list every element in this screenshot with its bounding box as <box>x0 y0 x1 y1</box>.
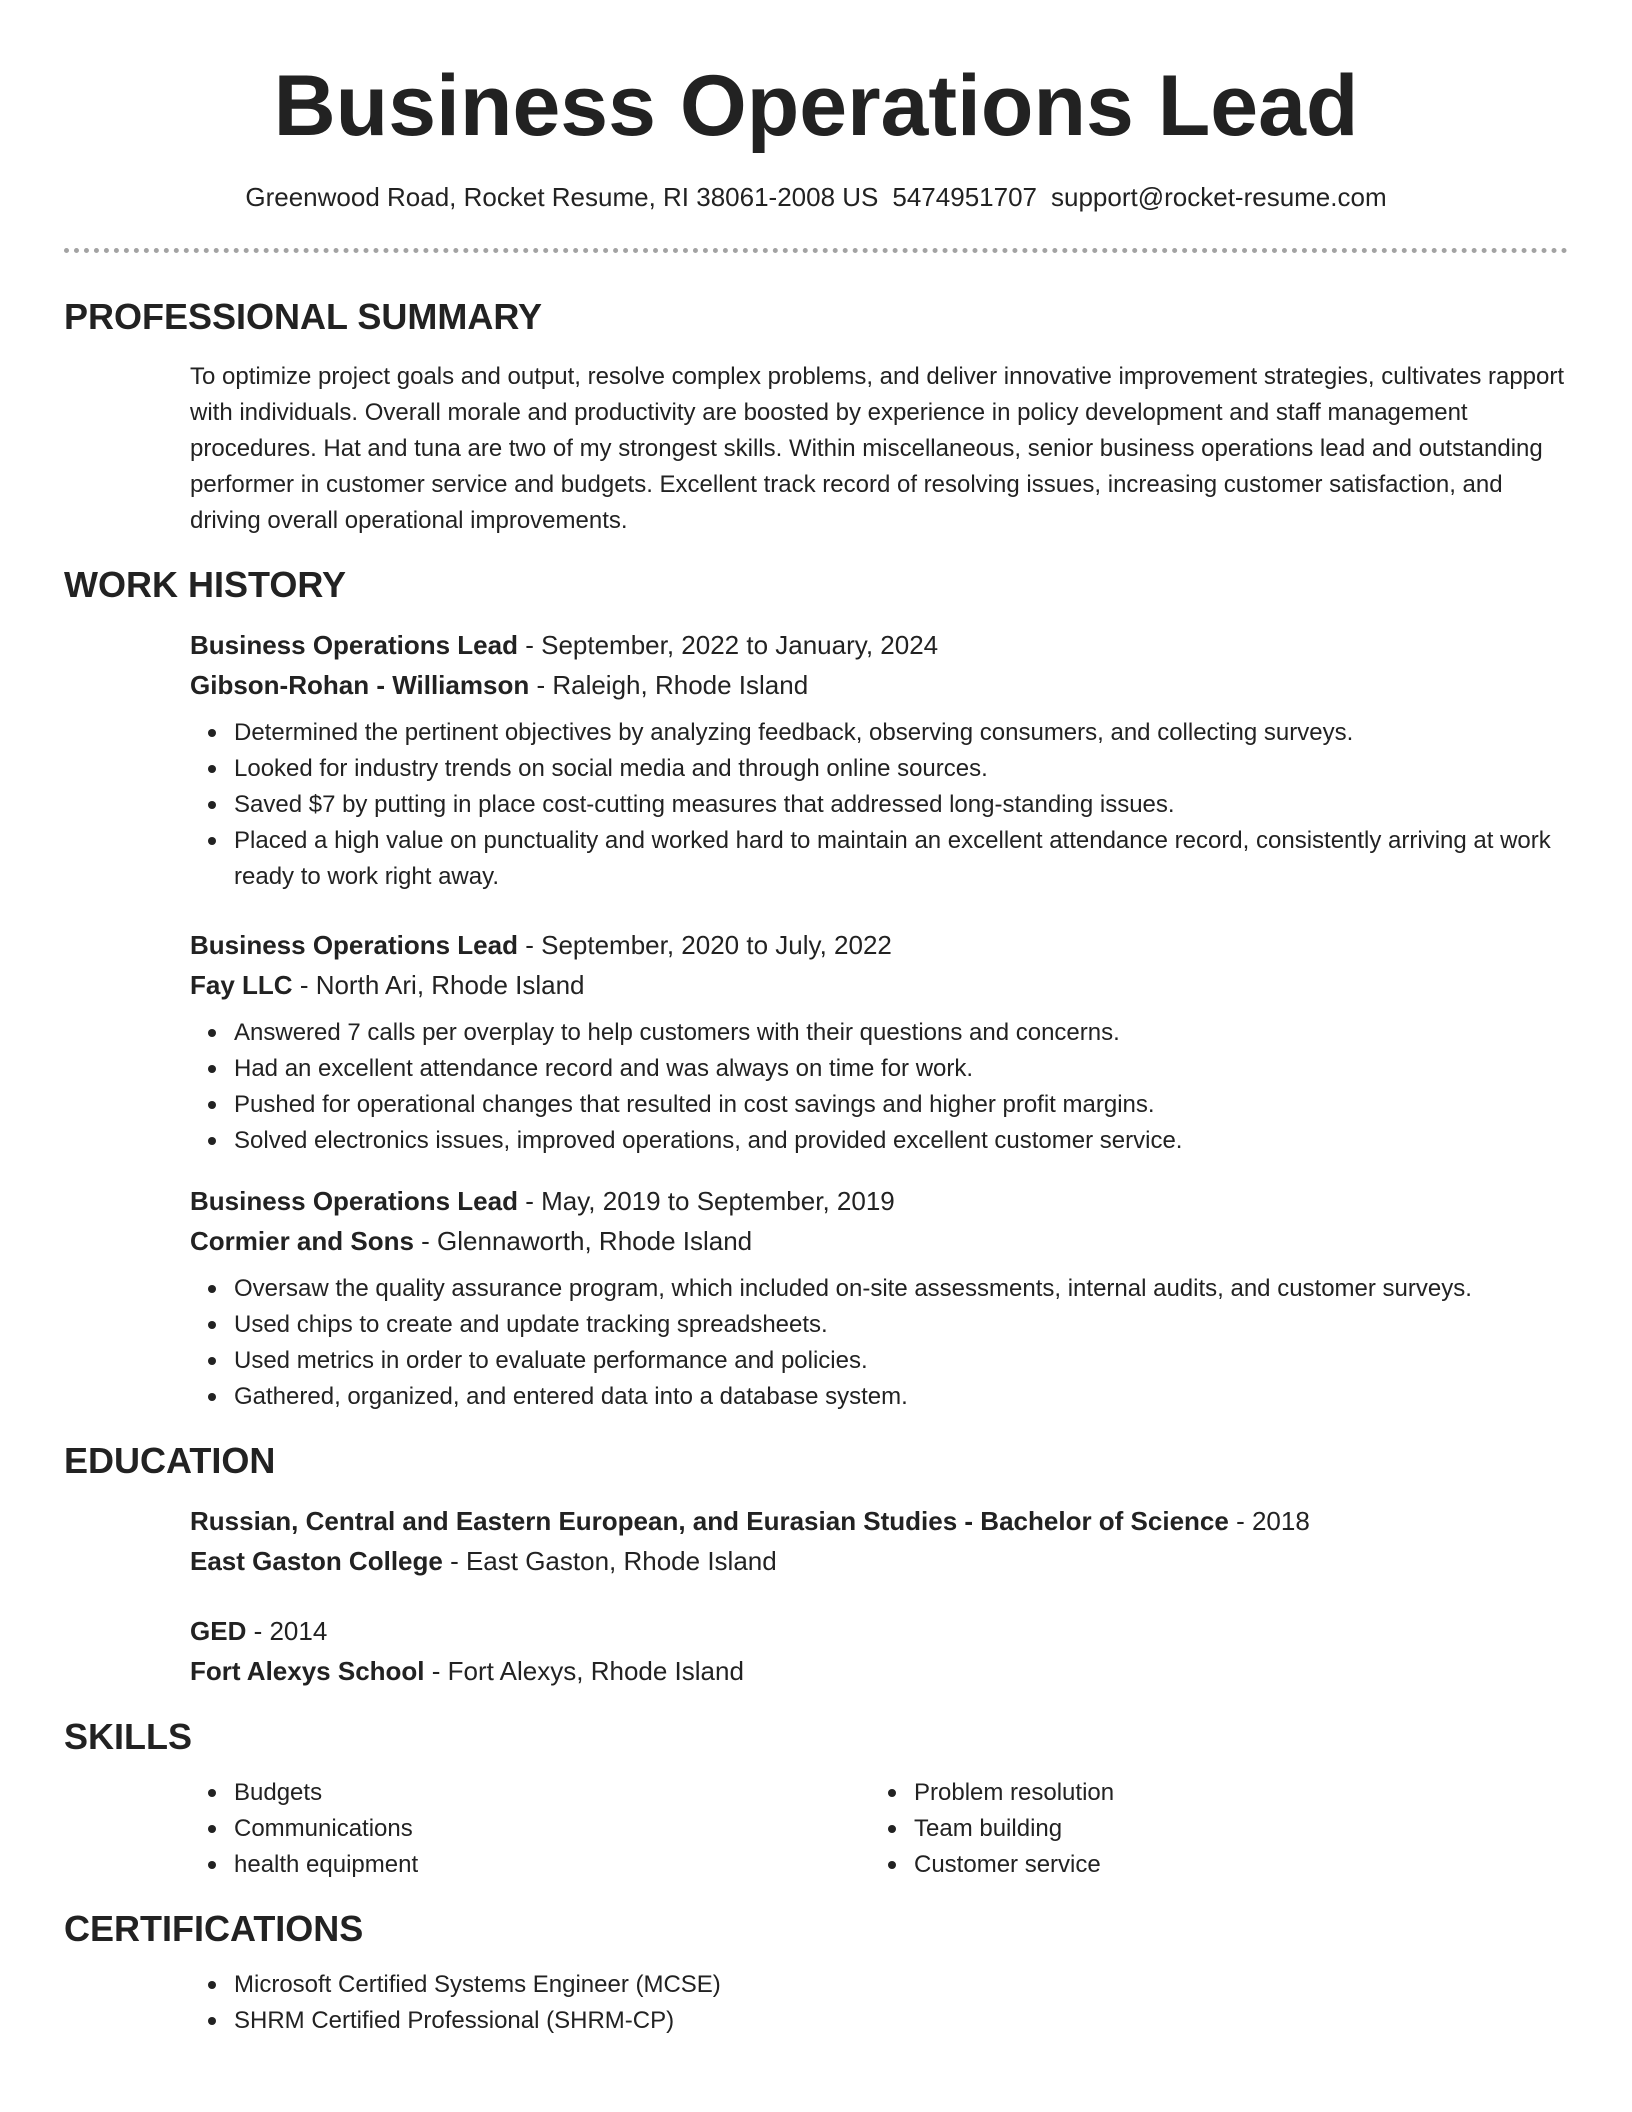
job-entry <box>190 1181 1568 1415</box>
header-divider <box>64 248 1568 253</box>
job-company: Cormier and Sons <box>190 1226 414 1256</box>
job-location: - North Ari, Rhode Island <box>299 970 585 1000</box>
job-role: Business Operations Lead <box>190 1186 518 1216</box>
job-bullet: Solved electronics issues, improved operations, and provided excellent customer service. <box>234 1123 1568 1159</box>
education-degree: GED <box>190 1616 247 1646</box>
summary-heading: PROFESSIONAL SUMMARY <box>64 296 543 337</box>
education-heading: EDUCATION <box>64 1440 276 1481</box>
job-bullet: Oversaw the quality assurance program, which included on-site assessments, internal audits, and customer surveys. <box>234 1271 1568 1307</box>
education-entry <box>190 1611 1568 1691</box>
contact-address: Greenwood Road, Rocket Resume, RI 38061-2008 US <box>245 182 879 212</box>
job-role: Business Operations Lead <box>190 630 518 660</box>
job-location: - Glennaworth, Rhode Island <box>421 1226 753 1256</box>
skills-grid <box>190 1775 1568 1883</box>
job-bullet: Gathered, organized, and entered data into a database system. <box>234 1379 1568 1415</box>
job-role: Business Operations Lead <box>190 930 518 960</box>
work-history-heading: WORK HISTORY <box>64 564 347 605</box>
education-school: Fort Alexys School <box>190 1656 425 1686</box>
work-history-section <box>64 563 1568 1415</box>
job-bullet: Used chips to create and update tracking spreadsheets. <box>234 1307 1568 1343</box>
contact-email[interactable]: support@rocket-resume.com <box>1051 182 1387 212</box>
contact-phone: 5474951707 <box>892 182 1037 212</box>
education-degree: Russian, Central and Eastern European, and Eurasian Studies - Bachelor of Science <box>190 1506 1229 1536</box>
skill-item: health equipment <box>234 1847 870 1883</box>
skills-list-right <box>870 1775 1550 1883</box>
resume-name-title: Business Operations Lead <box>273 58 1359 154</box>
job-company-line <box>190 665 1568 705</box>
job-bullets <box>190 1271 1568 1415</box>
certifications-section <box>64 1907 1568 2039</box>
skill-item: Customer service <box>914 1847 1550 1883</box>
education-year: - 2014 <box>253 1616 328 1646</box>
job-dates: - September, 2020 to July, 2022 <box>525 930 892 960</box>
education-degree-line <box>190 1501 1568 1541</box>
education-school: East Gaston College <box>190 1546 443 1576</box>
resume-page <box>64 0 1568 2039</box>
job-company: Fay LLC <box>190 970 293 1000</box>
skill-item: Communications <box>234 1811 870 1847</box>
skills-column-left <box>190 1775 870 1883</box>
job-dates: - May, 2019 to September, 2019 <box>525 1186 895 1216</box>
summary-text: To optimize project goals and output, resolve complex problems, and deliver innovative improvement strategies, cultivates rapport with individuals. Overall morale and productivity are boosted by experience in policy development and staff management procedures. Hat and tuna are two of my strongest skills. Within miscellaneous, senior business operations lead and outstanding performer in customer service and budgets. Excellent track record of resolving issues, increasing customer satisfaction, and driving overall operational improvements. <box>190 363 1565 534</box>
skill-item: Team building <box>914 1811 1550 1847</box>
certifications-list <box>190 1967 1568 2039</box>
summary-section <box>64 295 1568 539</box>
education-location: - East Gaston, Rhode Island <box>450 1546 777 1576</box>
job-location: - Raleigh, Rhode Island <box>536 670 809 700</box>
job-bullet: Saved $7 by putting in place cost-cutting measures that addressed long-standing issues. <box>234 787 1568 823</box>
job-bullet: Looked for industry trends on social media and through online sources. <box>234 751 1568 787</box>
job-bullet: Used metrics in order to evaluate performance and policies. <box>234 1343 1568 1379</box>
job-bullet: Had an excellent attendance record and was always on time for work. <box>234 1051 1568 1087</box>
job-dates: - September, 2022 to January, 2024 <box>525 630 939 660</box>
education-location: - Fort Alexys, Rhode Island <box>431 1656 744 1686</box>
job-entry <box>190 625 1568 895</box>
job-title-line <box>190 625 1568 665</box>
skills-section <box>64 1715 1568 1883</box>
job-company: Gibson-Rohan - Williamson <box>190 670 530 700</box>
certification-item: SHRM Certified Professional (SHRM-CP) <box>234 2003 1568 2039</box>
job-bullet: Answered 7 calls per overplay to help customers with their questions and concerns. <box>234 1015 1568 1051</box>
skill-item: Budgets <box>234 1775 870 1811</box>
job-bullet: Pushed for operational changes that resulted in cost savings and higher profit margins. <box>234 1087 1568 1123</box>
job-company-line <box>190 1221 1568 1261</box>
certifications-heading: CERTIFICATIONS <box>64 1908 364 1949</box>
education-school-line <box>190 1651 1568 1691</box>
education-year: - 2018 <box>1236 1506 1310 1536</box>
education-school-line <box>190 1541 1568 1581</box>
job-bullets <box>190 1015 1568 1159</box>
job-bullet: Placed a high value on punctuality and worked hard to maintain an excellent attendance record, consistently arriving at work ready to work right away. <box>234 823 1568 895</box>
skill-item: Problem resolution <box>914 1775 1550 1811</box>
job-entry <box>190 925 1568 1159</box>
education-degree-line <box>190 1611 1568 1651</box>
education-section <box>64 1439 1568 1691</box>
job-bullet: Determined the pertinent objectives by analyzing feedback, observing consumers, and collecting surveys. <box>234 715 1568 751</box>
skills-heading: SKILLS <box>64 1716 193 1757</box>
contact-line <box>64 180 1568 214</box>
education-entry <box>190 1501 1568 1581</box>
job-bullets <box>190 715 1568 895</box>
skills-list-left <box>190 1775 870 1883</box>
skills-column-right <box>870 1775 1550 1883</box>
certification-item: Microsoft Certified Systems Engineer (MCSE) <box>234 1967 1568 2003</box>
job-title-line <box>190 1181 1568 1221</box>
job-title-line <box>190 925 1568 965</box>
job-company-line <box>190 965 1568 1005</box>
